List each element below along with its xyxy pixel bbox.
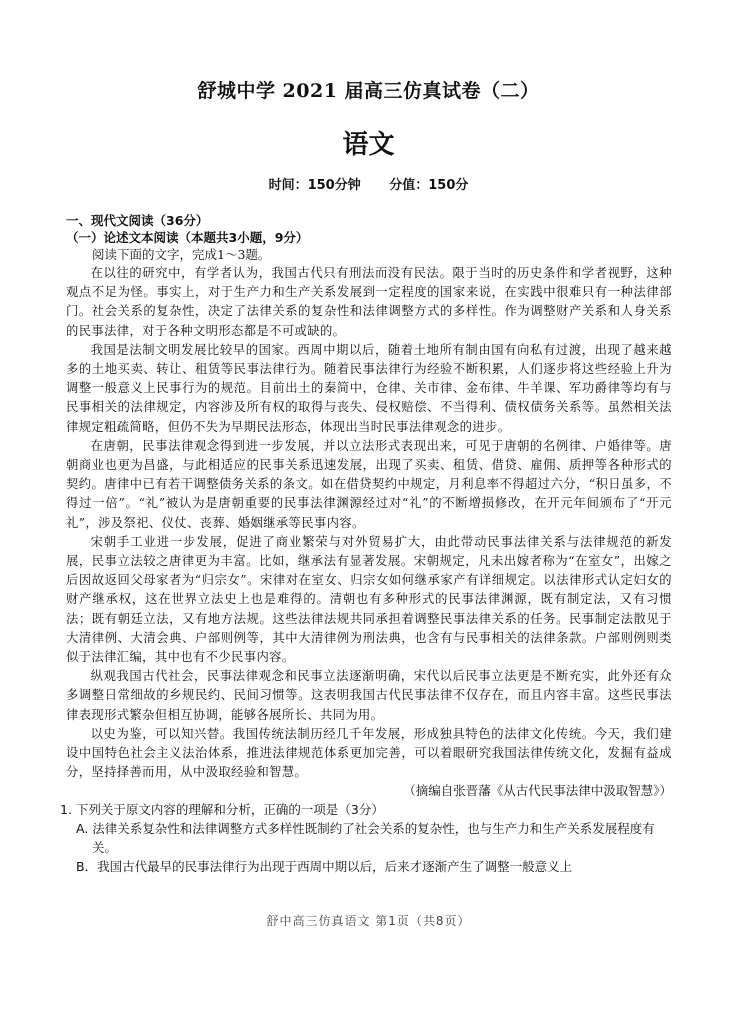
reading-instruction: 阅读下面的文字，完成1～3题。 xyxy=(92,247,271,262)
section-heading: 一、现代文阅读（36分） xyxy=(66,213,209,228)
subject-title: 语文 xyxy=(342,130,395,160)
question-option-b: B．我国古代最早的民事法律行为出现于西周中期以后，后来才逐渐产生了调整一般意义上 xyxy=(76,859,573,875)
passage-paragraph: 在唐朝，民事法律观念得到进一步发展，并以立法形式表现出来，可见于唐朝的名例律、户婚律等。唐朝商业也更为昌盛，与此相适应的民事关系迅速发展，出现了买卖、租赁、借贷、雇佣、质押等各种形式的契约。唐律中已有若干调整债务关系的条文。如在借贷契约中规定，月利息率不得超过六分，“积日虽多，不得过一倍”。“礼”被认为是唐朝重要的民事法律渊源经过对“礼”的不断增损修改，在开元年间颁布了“开元礼”，涉及祭祀、仪仗、丧葬、婚姻继承等民事内容。 xyxy=(66,438,672,530)
passage-paragraph: 宋朝手工业进一步发展，促进了商业繁荣与对外贸易扩大，由此带动民事法律关系与法律规范的新发展，民事立法较之唐律更为丰富。比如，继承法有显著发展。宋朝规定，凡未出嫁者称为“在室女”，出嫁之后因故返回父母家者为“归宗女”。宋律对在室女、归宗女如何继承家产有详细规定。以法律形式认定妇女的财产继承权，这在世界立法史上也是难得的。清朝也有多种形式的民事法律渊源，既有制定法，又有习惯法；既有朝廷立法，又有地方法规。这些法律法规共同承担着调整民事法律关系的任务。民事制定法散见于大清律例、大清会典、户部则例等，其中大清律例为刑法典，也含有与民事相关的法律条款。户部则例则类似于法律汇编，其中也有不少民事内容。 xyxy=(66,534,672,665)
page-footer: 舒中高三仿真语文 第1页（共8页） xyxy=(266,914,471,928)
exam-score: 分值：150分 xyxy=(389,178,469,193)
passage-paragraph: 在以往的研究中，有学者认为，我国古代只有刑法而没有民法。限于当时的历史条件和学者视野，这种观点不足为怪。事实上，对于生产力和生产关系发展到一定程度的国家来说，在实践中很难只有一种法律部门。社会关系的复杂性，决定了法律关系的复杂性和法律调整方式的多样性。作为调整财产关系和人身关系的民事法律，对于各种文明形态都是不可或缺的。 xyxy=(66,266,672,338)
question-stem: 1. 下列关于原文内容的理解和分析，正确的一项是（3分） xyxy=(60,802,384,818)
exam-title: 舒城中学 2021 届高三仿真试卷（二） xyxy=(197,80,540,102)
section-subheading: （一）论述文本阅读（本题共3小题，9分） xyxy=(66,230,309,245)
passage-source: （摘编自张晋藩《从古代民事法律中汲取智慧》） xyxy=(403,783,672,799)
passage-paragraph: 纵观我国古代社会，民事法律观念和民事立法逐渐明确，宋代以后民事立法更是不断充实，此外还有众多调整日常细故的乡规民约、民间习惯等。这表明我国古代民事法律不仅存在，而且内容丰富。这些民事法律表现形式繁杂但相互协调，能够各展所长、共同为用。 xyxy=(66,669,672,722)
exam-meta xyxy=(0,174,737,193)
question-option-a: A. 法律关系复杂性和法律调整方式多样性既制约了社会关系的复杂性，也与生产力和生产关系发展程度有关。 xyxy=(76,821,655,856)
passage-paragraph: 我国是法制文明发展比较早的国家。西周中期以后，随着土地所有制由国有向私有过渡，出现了越来越多的土地买卖、转让、租赁等民事法律行为。随着民事法律行为经验不断积累，人们逐步将这些经验上升为调整一般意义上民事行为的规范。目前出土的秦简中，仓律、关市律、金布律、牛羊课、军功爵律等均有与民事相关的法律规定，内容涉及所有权的取得与丧失、侵权赔偿、不当得利、债权债务关系等。虽然相关法律规定粗疏简略，但仍不失为早期民法形态，体现出当时民事法律观念的进步。 xyxy=(66,342,672,434)
exam-content xyxy=(60,212,672,876)
passage-paragraph: 以史为鉴，可以知兴替。我国传统法制历经几千年发展，形成独具特色的法律文化传统。今天，我们建设中国特色社会主义法治体系，推进法律规范体系更加完善，可以着眼研究我国法律传统文化，发掘有益成分，坚持择善而用，从中汲取经验和智慧。 xyxy=(66,726,672,780)
exam-time: 时间：150分钟 xyxy=(268,178,361,193)
